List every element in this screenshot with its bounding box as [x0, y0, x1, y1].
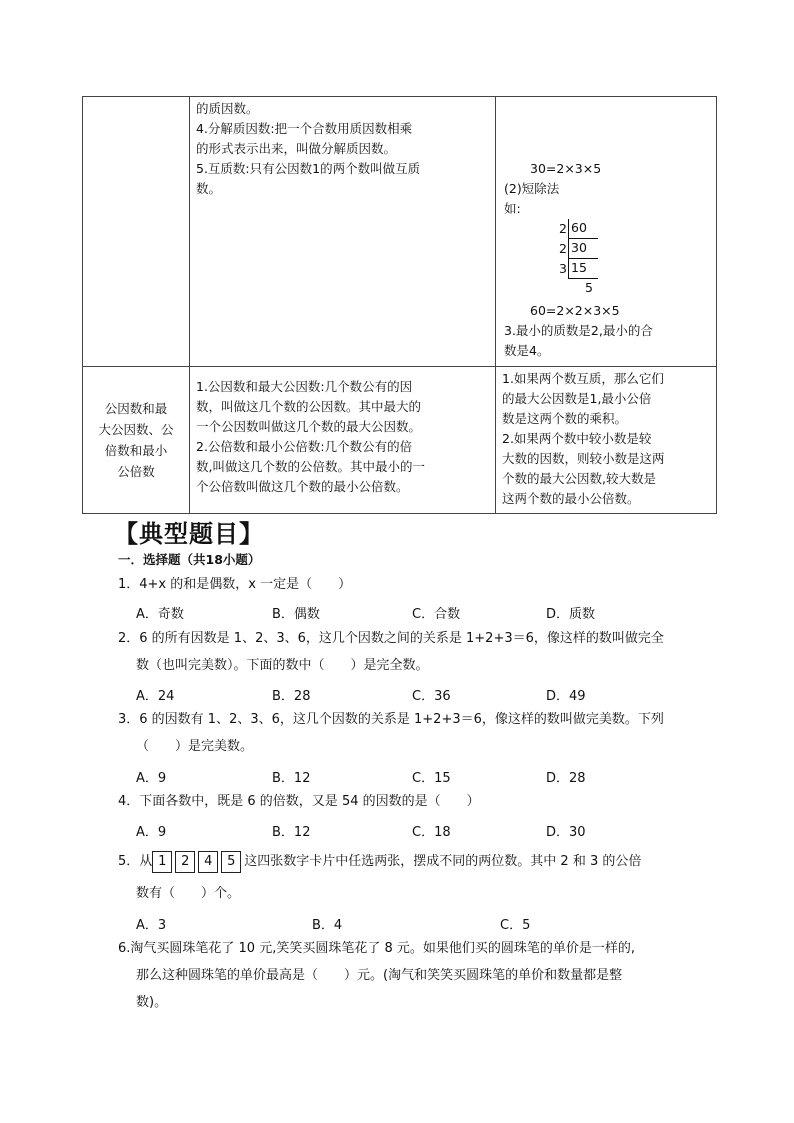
text-line: 的最大公因数是1,最小公倍 — [502, 391, 652, 406]
text-line: 2.公倍数和最小公倍数:几个数公有的倍 — [196, 439, 413, 454]
option-b[interactable]: B．12 — [272, 771, 311, 786]
question-3-cont: （ ）是完美数。 — [136, 739, 254, 754]
question-1: 1．4+x 的和是偶数，x 一定是（ ） — [118, 577, 352, 592]
text-line: 5.互质数:只有公因数1的两个数叫做互质 — [196, 161, 421, 176]
definition-cell — [190, 367, 496, 514]
question-2: 2．6 的所有因数是 1、2、3、6，这几个因数之间的关系是 1+2+3＝6，像这样的数叫做完全 — [118, 631, 664, 646]
short-division — [504, 219, 710, 297]
table-row — [83, 367, 717, 514]
divisor: 2 — [559, 221, 567, 236]
text-line: 数,叫做这几个数的公倍数。其中最小的一 — [196, 459, 425, 474]
section-title: 【典型题目】 — [114, 520, 264, 548]
quotient: 5 — [585, 280, 593, 295]
option-b[interactable]: B．偶数 — [272, 607, 320, 622]
option-c[interactable]: C．18 — [412, 825, 451, 840]
question-5-cont: 数有（ ）个。 — [136, 886, 241, 901]
text-line: 大数的因数，则较小数是这两 — [502, 451, 665, 466]
question-5-suffix: 这四张数字卡片中任选两张，摆成不同的两位数。其中 2 和 3 的公倍 — [244, 854, 642, 869]
text-line: 2.如果两个数中较小数是较 — [502, 431, 652, 446]
example-cell — [496, 97, 717, 367]
option-a[interactable]: A．奇数 — [136, 607, 184, 622]
option-d[interactable]: D．49 — [546, 689, 586, 704]
option-a[interactable]: A．9 — [136, 825, 167, 840]
option-b[interactable]: B．28 — [272, 689, 311, 704]
question-5-prefix: 5．从 — [118, 854, 153, 869]
text-line: 数是4。 — [504, 343, 550, 358]
option-c[interactable]: C．合数 — [412, 607, 461, 622]
option-d[interactable]: D．28 — [546, 771, 586, 786]
option-a[interactable]: A．9 — [136, 771, 167, 786]
question-6-cont: 数)。 — [136, 995, 168, 1010]
number-card: 5 — [221, 851, 241, 873]
knowledge-table — [82, 96, 717, 514]
topic-cell-empty — [83, 97, 190, 367]
example-label: 如: — [504, 201, 521, 216]
divisor: 2 — [559, 241, 567, 256]
text-line: 3.最小的质数是2,最小的合 — [504, 323, 653, 338]
text-line: 数，叫做这几个数的公因数。其中最大的 — [196, 399, 422, 414]
option-d[interactable]: D．质数 — [546, 607, 596, 622]
option-d[interactable]: D．30 — [546, 825, 586, 840]
number-card: 2 — [175, 851, 195, 873]
topic-line: 倍数和最小 — [104, 443, 168, 458]
option-c[interactable]: C．36 — [412, 689, 451, 704]
question-5 — [118, 848, 641, 875]
question-3: 3．6 的因数有 1、2、3、6，这几个因数的关系是 1+2+3＝6，像这样的数叫做完美数。下列 — [118, 712, 664, 727]
option-c[interactable]: C．15 — [412, 771, 451, 786]
dividend: 15 — [568, 259, 598, 279]
text-line: 个数的最大公因数,较大数是 — [502, 471, 656, 486]
text-line: 1.公因数和最大公因数:几个数公有的因 — [196, 379, 413, 394]
dividend: 30 — [568, 239, 598, 259]
text-line: 4.分解质因数:把一个合数用质因数相乘 — [196, 121, 413, 136]
topic-line: 大公因数、公 — [98, 422, 174, 437]
text-line: 的质因数。 — [196, 101, 259, 116]
number-card: 1 — [152, 851, 172, 873]
dividend: 60 — [568, 219, 598, 239]
equation: 60=2×2×3×5 — [530, 303, 620, 318]
question-2-cont: 数（也叫完美数）。下面的数中（ ）是完全数。 — [136, 658, 429, 673]
text-line: 1.如果两个数互质，那么它们 — [502, 371, 664, 386]
option-b[interactable]: B．4 — [312, 918, 343, 933]
subsection-title: 一．选择题（共18小题） — [118, 552, 261, 567]
option-a[interactable]: A．24 — [136, 689, 175, 704]
number-card: 4 — [198, 851, 218, 873]
definition-cell — [190, 97, 496, 367]
method-label: (2)短除法 — [504, 181, 560, 196]
text-line: 这两个数的最小公倍数。 — [502, 491, 640, 506]
text-line: 数。 — [196, 181, 222, 196]
option-c[interactable]: C．5 — [500, 918, 531, 933]
option-a[interactable]: A．3 — [136, 918, 167, 933]
topic-line: 公因数和最 — [104, 401, 168, 416]
topic-line: 公倍数 — [117, 464, 155, 479]
topic-cell — [83, 367, 190, 514]
question-6: 6.淘气买圆珠笔花了 10 元,笑笑买圆珠笔花了 8 元。如果他们买的圆珠笔的单价是一样的, — [118, 941, 636, 956]
question-6-cont: 那么这种圆珠笔的单价最高是（ ）元。(淘气和笑笑买圆珠笔的单价和数量都是整 — [136, 968, 623, 983]
option-b[interactable]: B．12 — [272, 825, 311, 840]
text-line: 个公倍数叫做这几个数的最小公倍数。 — [196, 479, 409, 494]
question-4: 4．下面各数中，既是 6 的倍数，又是 54 的因数的是（ ） — [118, 794, 480, 809]
table-row — [83, 97, 717, 367]
text-line: 数是这两个数的乘积。 — [502, 411, 628, 426]
text-line: 一个公因数叫做这几个数的最大公因数。 — [196, 419, 422, 434]
divisor: 3 — [559, 261, 567, 276]
example-cell — [496, 367, 717, 514]
equation: 30=2×3×5 — [530, 161, 602, 176]
text-line: 的形式表示出来，叫做分解质因数。 — [196, 141, 397, 156]
